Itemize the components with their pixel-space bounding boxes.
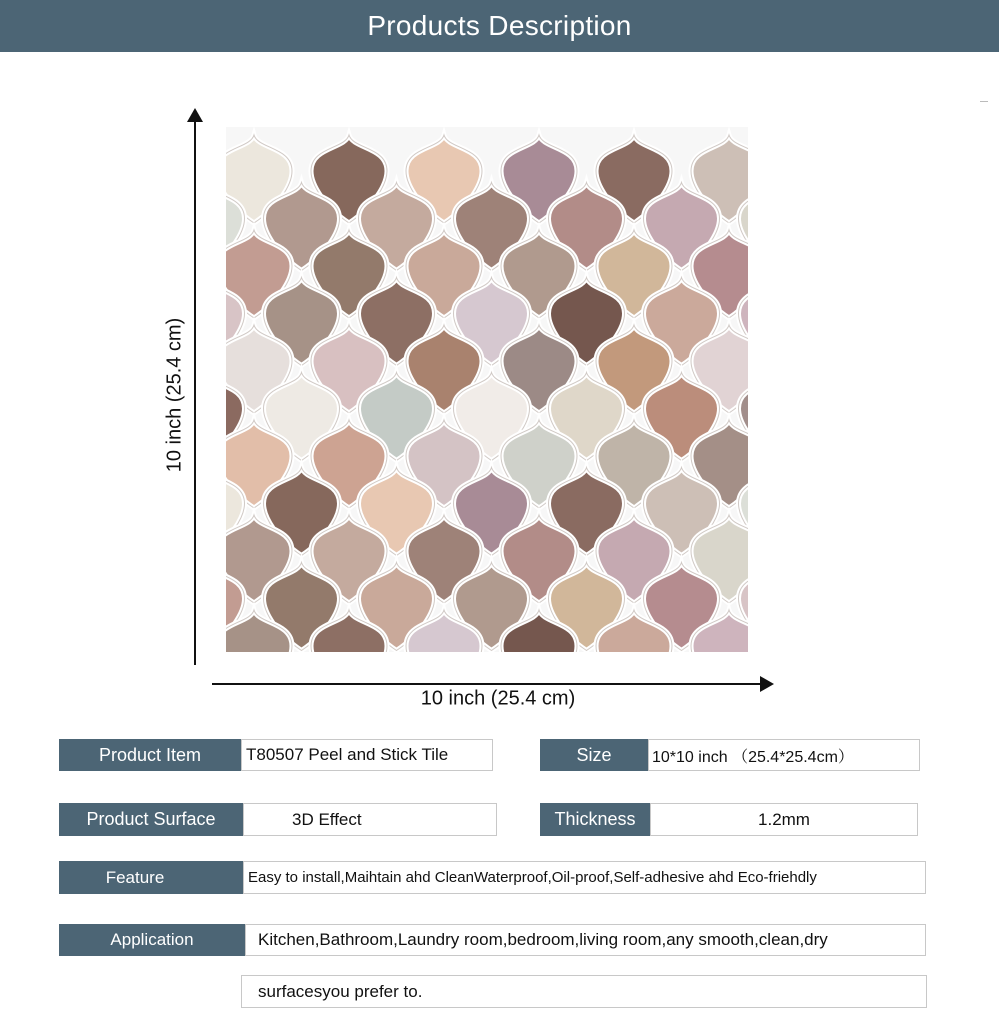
application-value-line2: surfacesyou prefer to. <box>241 975 927 1008</box>
product-surface-label: Product Surface <box>59 803 243 836</box>
size-label: Size <box>540 739 648 771</box>
size-value: 10*10 inch （25.4*25.4cm） <box>648 739 920 771</box>
decorative-mark <box>980 101 988 102</box>
thickness-value: 1.2mm <box>650 803 918 836</box>
right-arrow-icon <box>760 676 774 692</box>
width-dimension-label: 10 inch (25.4 cm) <box>420 687 576 710</box>
up-arrow-icon <box>187 108 203 122</box>
tile-sample-image <box>226 127 748 652</box>
thickness-label: Thickness <box>540 803 650 836</box>
product-surface-value: 3D Effect <box>243 803 497 836</box>
page-header <box>0 0 999 52</box>
feature-value: Easy to install,Maihtain ahd CleanWaterproof,Oil-proof,Self-adhesive ahd Eco-friehdly <box>243 861 926 894</box>
height-axis-line <box>194 120 196 665</box>
arabesque-tile-pattern <box>226 127 748 652</box>
application-label: Application <box>59 924 245 956</box>
product-item-label: Product Item <box>59 739 241 771</box>
feature-label: Feature <box>59 861 243 894</box>
width-axis-line <box>212 683 764 685</box>
height-dimension-label: 10 inch (25.4 cm) <box>163 317 186 473</box>
product-item-value: T80507 Peel and Stick Tile <box>241 739 493 771</box>
application-value-line1: Kitchen,Bathroom,Laundry room,bedroom,living room,any smooth,clean,dry <box>245 924 926 956</box>
page-title: Products Description <box>367 10 632 41</box>
